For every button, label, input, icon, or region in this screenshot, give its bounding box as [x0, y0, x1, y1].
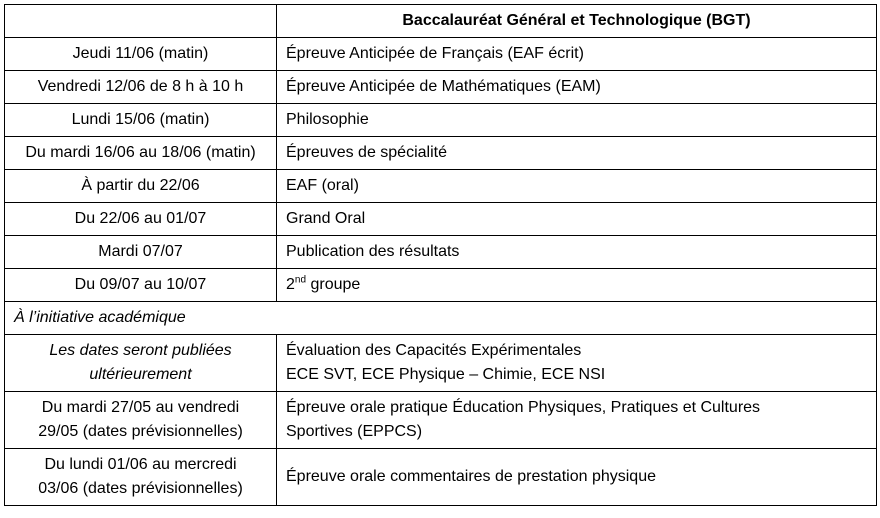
- event-cell: [277, 269, 877, 302]
- date-cell: Lundi 15/06 (matin): [5, 104, 277, 137]
- header-title: Baccalauréat Général et Technologique (BGT): [277, 5, 877, 38]
- table-row: [5, 137, 877, 170]
- date-cell: [5, 449, 277, 506]
- event-cell: Épreuves de spécialité: [277, 137, 877, 170]
- event-cell: Épreuve Anticipée de Mathématiques (EAM): [277, 71, 877, 104]
- table-row: [5, 269, 877, 302]
- date-line-1: Du mardi 27/05 au vendredi: [41, 399, 240, 416]
- event-cell: Publication des résultats: [277, 236, 877, 269]
- date-cell: Du 09/07 au 10/07: [5, 269, 277, 302]
- table-row: [5, 71, 877, 104]
- event-cell: Épreuve Anticipée de Français (EAF écrit): [277, 38, 877, 71]
- event-line-1: Évaluation des Capacités Expérimentales: [286, 342, 582, 359]
- date-cell: [5, 392, 277, 449]
- event-cell: EAF (oral): [277, 170, 877, 203]
- date-cell: Du mardi 16/06 au 18/06 (matin): [5, 137, 277, 170]
- table-row: [5, 38, 877, 71]
- event-cell: Philosophie: [277, 104, 877, 137]
- date-cell: À partir du 22/06: [5, 170, 277, 203]
- header-empty-cell: [5, 5, 277, 38]
- header-row: [5, 5, 877, 38]
- section-label: À l’initiative académique: [5, 302, 877, 335]
- event-cell: [277, 392, 877, 449]
- event-rest: groupe: [306, 276, 361, 293]
- table-row: [5, 104, 877, 137]
- table-row: [5, 170, 877, 203]
- date-line-1: Les dates seront publiées: [49, 342, 232, 359]
- date-line-2: 03/06 (dates prévisionnelles): [38, 480, 243, 497]
- date-line-2: 29/05 (dates prévisionnelles): [38, 423, 243, 440]
- table-row: [5, 236, 877, 269]
- date-cell: Mardi 07/07: [5, 236, 277, 269]
- date-cell: [5, 335, 277, 392]
- section-row: [5, 302, 877, 335]
- event-superscript: nd: [294, 274, 307, 286]
- event-line-1: Épreuve orale pratique Éducation Physiques, Pratiques et Cultures: [286, 399, 761, 416]
- event-cell: Grand Oral: [277, 203, 877, 236]
- date-cell: Vendredi 12/06 de 8 h à 10 h: [5, 71, 277, 104]
- event-line-2: Sportives (EPPCS): [286, 423, 423, 440]
- table-row: [5, 449, 877, 506]
- exam-schedule-table: [4, 4, 877, 506]
- event-line-2: ECE SVT, ECE Physique – Chimie, ECE NSI: [286, 366, 606, 383]
- table-row: [5, 335, 877, 392]
- date-line-2: ultérieurement: [89, 366, 192, 383]
- event-cell: [277, 335, 877, 392]
- date-line-1: Du lundi 01/06 au mercredi: [44, 456, 237, 473]
- date-cell: Du 22/06 au 01/07: [5, 203, 277, 236]
- date-cell: Jeudi 11/06 (matin): [5, 38, 277, 71]
- event-cell: Épreuve orale commentaires de prestation physique: [277, 449, 877, 506]
- event-number: 2: [286, 276, 295, 293]
- table-row: [5, 392, 877, 449]
- table-row: [5, 203, 877, 236]
